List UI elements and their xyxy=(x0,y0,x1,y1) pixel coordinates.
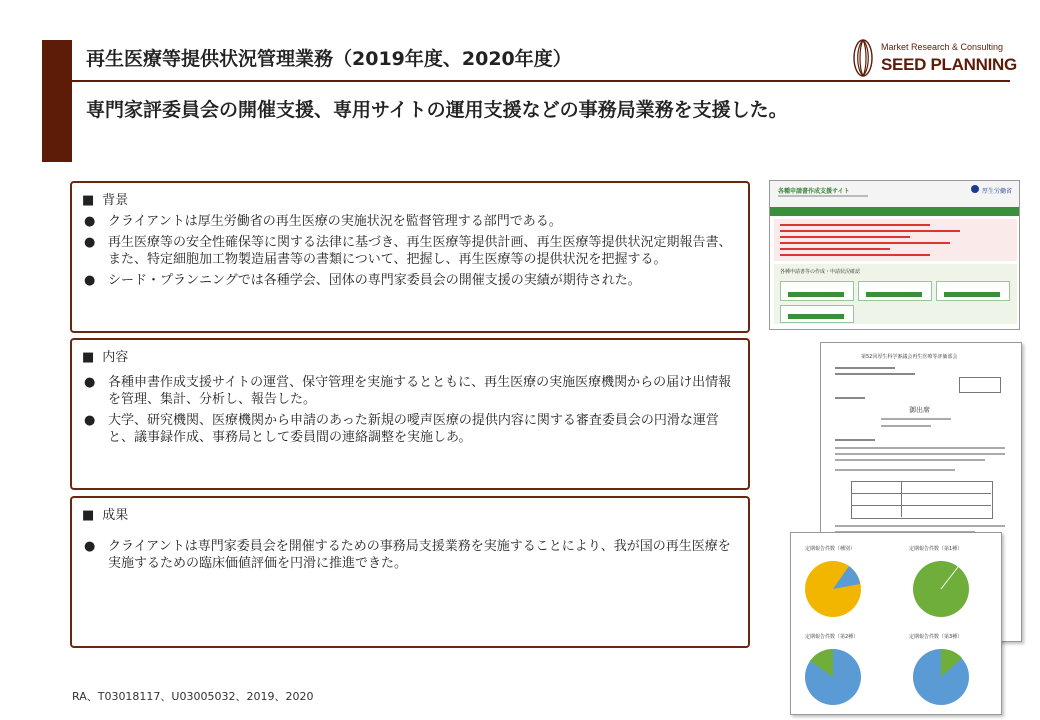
notice-line xyxy=(780,236,910,238)
site-card-button xyxy=(944,292,1000,297)
content-section xyxy=(70,338,750,490)
doc-line xyxy=(835,439,875,441)
site-card xyxy=(780,281,854,301)
doc-title: 第52回厚生科学審議会再生医療等評価部会 xyxy=(861,354,958,360)
doc-table xyxy=(851,481,993,519)
logo-name: SEED PLANNING xyxy=(881,55,1017,74)
bullet-text: クライアントは厚生労働省の再生医療の実施状況を監督管理する部門である。 xyxy=(108,214,562,229)
chart-title: 定期報告件数（種別） xyxy=(805,546,856,552)
doc-line xyxy=(835,367,895,369)
doc-line xyxy=(835,447,1005,449)
page-subtitle: 専門家評委員会の開催支援、専用サイトの運用支援などの事務局業務を支援した。 xyxy=(86,99,788,121)
doc-table-rule xyxy=(851,505,991,506)
square-bullet-icon: ■ xyxy=(82,350,95,365)
bullet-icon: ● xyxy=(84,413,96,428)
doc-stamp-box xyxy=(959,377,1001,393)
list-item xyxy=(82,538,740,572)
doc-line xyxy=(835,459,985,461)
doc-line xyxy=(835,525,1005,527)
notice-line xyxy=(780,248,890,250)
content-bullets xyxy=(82,374,740,450)
bullet-text: 各種申書作成支援サイトの運営、保守管理を実施するとともに、再生医療の実施医療機関からの届け出情報を管理、集計、分析し、報告した。 xyxy=(108,375,732,407)
results-section xyxy=(70,496,750,648)
chart-title: 定期報告件数（第1種） xyxy=(909,546,963,552)
site-nav-bar xyxy=(770,207,1019,216)
list-item xyxy=(82,234,740,268)
bullet-icon: ● xyxy=(84,375,96,390)
ministry-logo-icon xyxy=(971,185,979,193)
doc-line xyxy=(835,453,1005,455)
doc-line xyxy=(835,397,865,399)
site-header-line xyxy=(778,195,868,197)
list-item xyxy=(82,374,740,408)
square-bullet-icon: ■ xyxy=(82,193,95,208)
site-card-button xyxy=(788,292,844,297)
background-section xyxy=(70,181,750,333)
doc-greeting: 御出席 xyxy=(909,406,930,414)
background-bullets xyxy=(82,213,740,293)
content-heading: 内容 xyxy=(102,350,129,365)
bullet-text: 大学、研究機関、医療機関から申請のあった新規の噯声医療の提供内容に関する審査委員会の円滑な運営と、議事録作成、事務局として委員間の連絡調整を実施しあ。 xyxy=(108,413,719,445)
report-charts-thumbnail xyxy=(790,532,1002,715)
seed-logo-icon xyxy=(850,38,876,78)
site-section-title: 各種申請書等の作成・申請状況確認 xyxy=(780,269,861,275)
footer-reference: RA、T03018117、U03005032、2019、2020 xyxy=(72,690,314,703)
section-heading xyxy=(82,504,128,523)
page-title: 再生医療等提供状況管理業務（2019年度、2020年度） xyxy=(86,48,572,70)
notice-line xyxy=(780,230,960,232)
bullet-icon: ● xyxy=(84,539,96,554)
doc-line xyxy=(835,469,955,471)
section-heading xyxy=(82,189,128,208)
doc-line xyxy=(881,425,931,427)
list-item xyxy=(82,412,740,446)
list-item xyxy=(82,272,740,289)
site-card-button xyxy=(788,314,844,319)
bullet-text: シード・プランニングでは各種学会、団体の専門家委員会の開催支援の実績が期待された。 xyxy=(108,273,641,288)
bullet-icon: ● xyxy=(84,214,96,229)
site-card xyxy=(936,281,1010,301)
results-bullets xyxy=(82,538,740,576)
title-accent-bar xyxy=(42,40,72,162)
notice-line xyxy=(780,224,930,226)
bullet-icon: ● xyxy=(84,235,96,250)
bullet-text: クライアントは専門家委員会を開催するための事務局支援業務を実施することにより、我が国の再生医療を実施するための臨床価値評価を円滑に推進できた。 xyxy=(108,539,731,571)
notice-line xyxy=(780,254,930,256)
square-bullet-icon: ■ xyxy=(82,508,95,523)
doc-line xyxy=(835,373,915,375)
doc-table-rule xyxy=(901,481,902,517)
site-brand: 厚生労働省 xyxy=(982,188,1013,195)
doc-table-rule xyxy=(851,493,991,494)
notice-line xyxy=(780,242,950,244)
chart-title: 定期報告件数（第3種） xyxy=(909,634,963,640)
site-card-button xyxy=(866,292,922,297)
section-heading xyxy=(82,346,128,365)
bullet-icon: ● xyxy=(84,273,96,288)
doc-line xyxy=(881,418,951,420)
chart-title: 定期報告件数（第2種） xyxy=(805,634,859,640)
bullet-text: 再生医療等の安全性確保等に関する法律に基づき、再生医療等提供計画、再生医療等提供状況定期報告書、また、特定細胞加工物製造届書等の書類について、把握し、再生医療等の提供状況を把握する。 xyxy=(108,235,732,267)
support-site-screenshot xyxy=(769,180,1020,330)
pie-charts xyxy=(791,533,1002,715)
list-item xyxy=(82,213,740,230)
background-heading: 背景 xyxy=(102,193,129,208)
title-divider xyxy=(72,80,1010,82)
site-title: 各種申請書作成支援サイト xyxy=(778,188,850,195)
seed-planning-logo xyxy=(850,38,1020,78)
results-heading: 成果 xyxy=(102,508,129,523)
logo-tagline: Market Research & Consulting xyxy=(881,42,1004,52)
site-card xyxy=(858,281,932,301)
